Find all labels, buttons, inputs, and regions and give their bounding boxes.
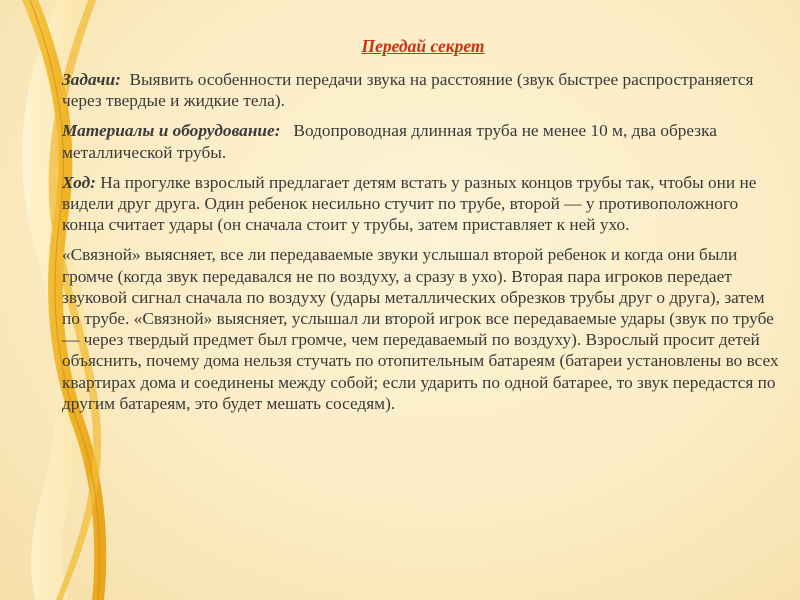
materials-label: Материалы и оборудование: <box>62 121 281 141</box>
procedure-text: На прогулке взрослый предлагает детям встать у разных концов трубы так, чтобы они не видели друг друга. Один ребенок несильно стучит по трубе, второй — у противоположного конца считает удары (он сначала стоит у трубы, затем приставляет к ней ухо. <box>62 172 757 235</box>
materials-text: Водопроводная длинная труба не менее 10 м, два обрезка металлической трубы. <box>62 121 717 162</box>
tasks-text: Выявить особенности передачи звука на расстояние (звук быстрее распространяется через твердые и жидкие тела). <box>62 70 754 111</box>
conclusion-paragraph: «Связной» выясняет, все ли передаваемые звуки услышал второй ребенок и когда они были громче (когда звук передавался не по воздуху, а сразу в ухо). Вторая пара игроков передает звуковой сигнал сначала по воздуху (удары металлических обрезков трубы друг о друга), затем по трубе. «Связной» выясняет, услышал ли второй игрок все передаваемые удары (звук по трубе — через твердый предмет был громче, чем передаваемый по воздуху). Взрослый просит детей объяснить, почему дома нельзя стучать по отопительным батареям (батареи установлены во всех квартирах дома и соединены между собой; если ударить по одной батарее, то звук передастся по другим батареям, это будет мешать соседям). <box>62 245 779 413</box>
tasks-paragraph <box>62 69 784 111</box>
procedure-label: Ход: <box>62 172 96 192</box>
materials-paragraph <box>62 120 784 162</box>
tasks-label: Задачи: <box>62 70 121 89</box>
slide-title: Передай секрет <box>361 36 485 56</box>
slide-content <box>62 36 784 423</box>
procedure-paragraph <box>62 172 784 236</box>
